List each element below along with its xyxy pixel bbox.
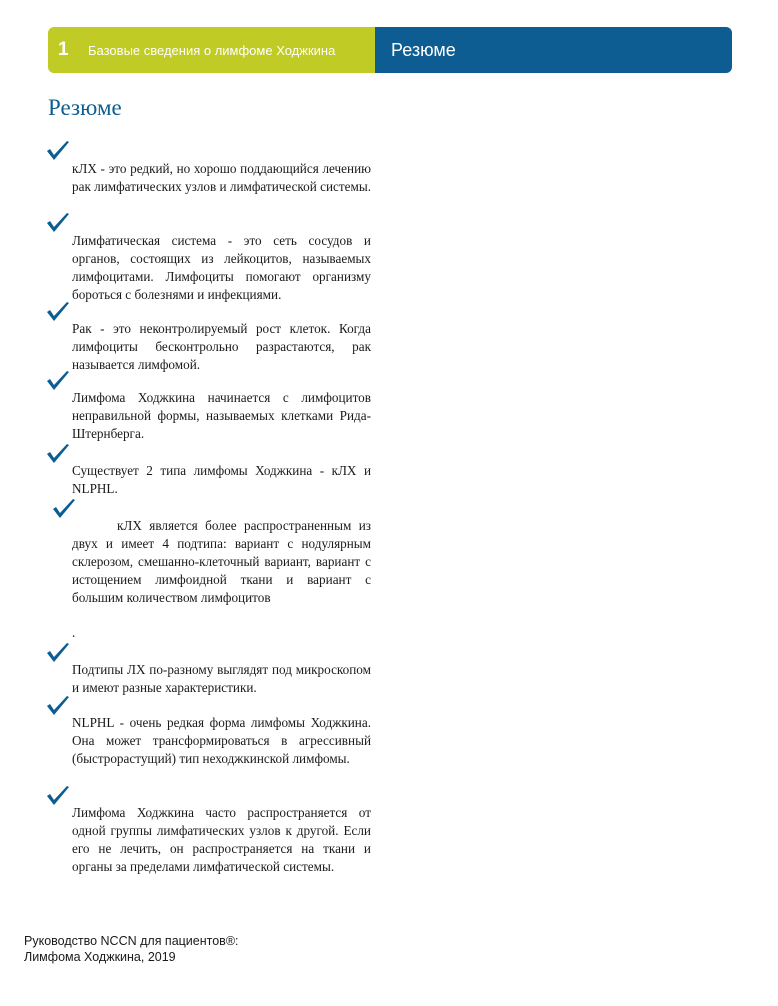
bullet-text: Лимфома Ходжкина начинается с лимфоцитов неправильной формы, называемых клетками Рида-Штернберга. <box>72 390 371 441</box>
bullet-text: Лимфома Ходжкина часто распространяется от одной группы лимфатических узлов к другой. Если его не лечить, он распространяется на ткани и органы за пределами лимфатической системы. <box>72 805 371 874</box>
checkmark-icon <box>46 301 70 323</box>
stray-period: . <box>72 625 76 640</box>
footer-line-2: Лимфома Ходжкина, 2019 <box>24 950 176 964</box>
checkmark-icon <box>46 695 70 717</box>
bullet-text: Существует 2 типа лимфомы Ходжкина - кЛХ и NLPHL. <box>72 463 371 496</box>
bullet-text: NLPHL - очень редкая форма лимфомы Ходжкина. Она может трансформироваться в агрессивный (быстрорастущий) тип неходжкинской лимфомы. <box>72 715 371 766</box>
bullet-text: Лимфатическая система - это сеть сосудов и органов, состоящих из лейкоцитов, называемых лимфоцитами. Лимфоциты помогают организму бороться с болезнями и инфекциями. <box>72 233 371 302</box>
bullet-text <box>72 517 371 607</box>
bullet-text: Рак - это неконтролируемый рост клеток. Когда лимфоциты бесконтрольно разрастаются, рак называется лимфомой. <box>72 321 371 372</box>
section-title: Резюме <box>391 39 456 60</box>
checkmark-icon <box>46 443 70 465</box>
checkmark-icon <box>46 370 70 392</box>
checkmark-icon <box>46 642 70 664</box>
checkmark-icon <box>46 140 70 162</box>
chapter-number: 1 <box>58 39 69 60</box>
footer <box>24 933 239 965</box>
bullet-text: Подтипы ЛХ по-разному выглядят под микроскопом и имеют разные характеристики. <box>72 662 371 695</box>
bullet-text-content: кЛХ является более распространенным из двух и имеет 4 подтипа: вариант с нодулярным склерозом, смешанно-клеточный вариант, вариант с истощением лимфоидной ткани и вариант с большим количеством лимфоцитов <box>72 518 371 605</box>
checkmark-icon <box>46 785 70 807</box>
footer-line-1: Руководство NCCN для пациентов®: <box>24 934 239 948</box>
chapter-title: Базовые сведения о лимфоме Ходжкина <box>88 42 336 58</box>
page-title: Резюме <box>48 95 122 120</box>
checkmark-icon <box>46 212 70 234</box>
bullet-text: кЛХ - это редкий, но хорошо поддающийся лечению рак лимфатических узлов и лимфатической системы. <box>72 161 371 194</box>
